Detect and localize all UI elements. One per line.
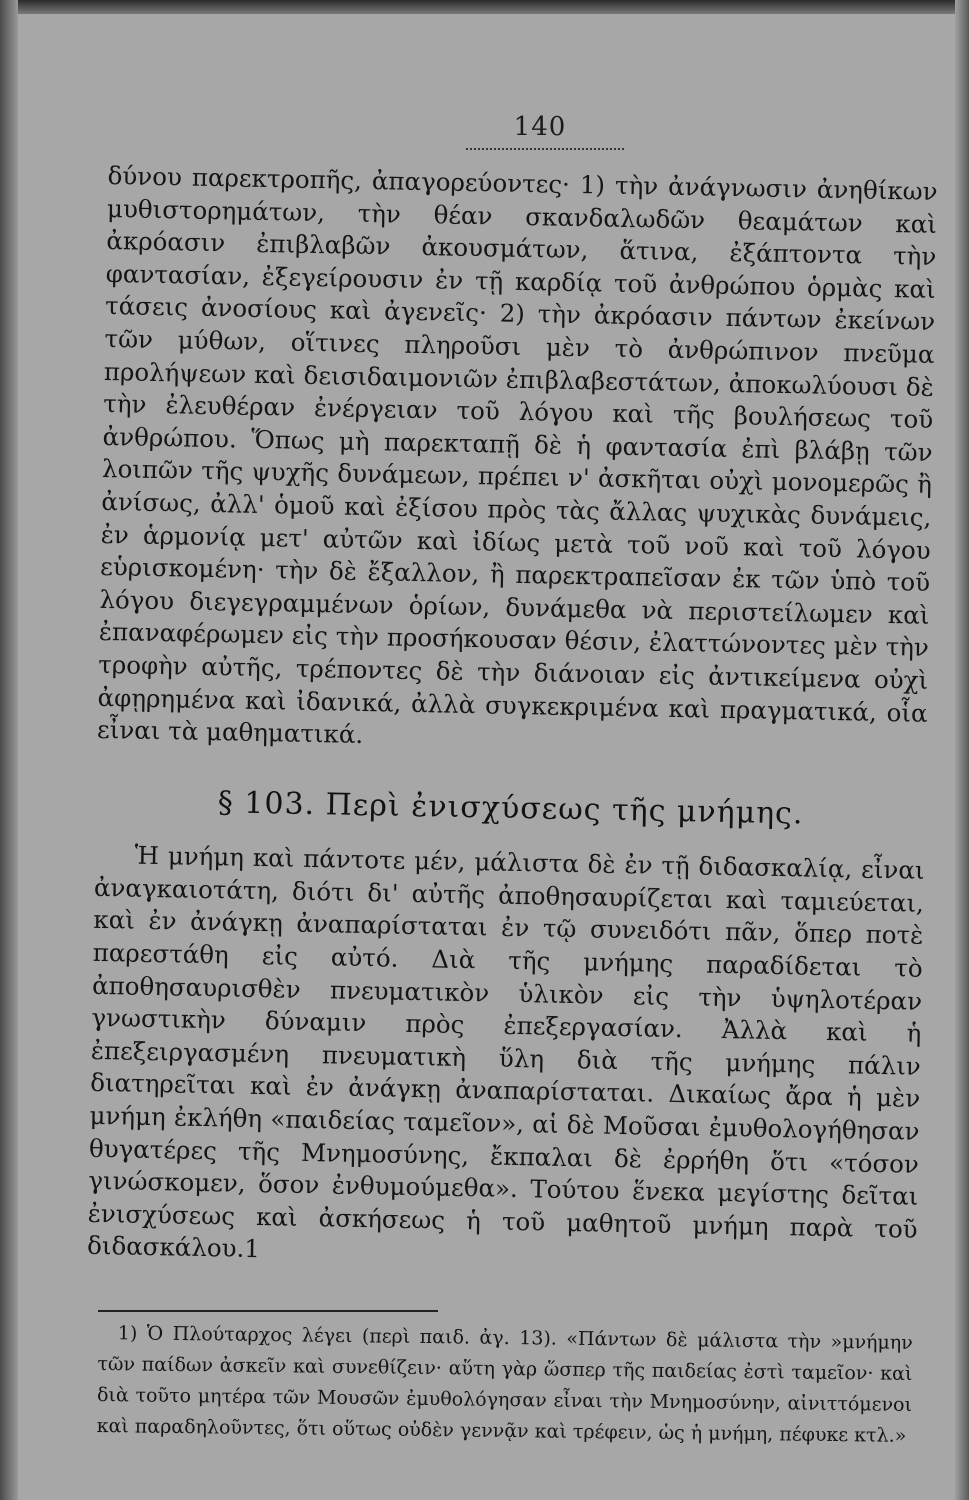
main-text [87, 160, 938, 1279]
page-number: 140 [513, 112, 567, 142]
footnote-rule [98, 1310, 438, 1312]
footnote-text: 1) Ὁ Πλούταρχος λέγει (περὶ παιδ. ἀγ. 13). «Πάντων δὲ μάλιστα τὴν »μνήμην τῶν παίδων ἀσκεῖν καὶ συνεθίζειν· αὕτη γὰρ ὥσπερ τῆς παιδείας ἐστὶ ταμεῖον· καὶ διὰ τοῦτο μητέρα τῶν Μουσῶν ἐμυθολόγησαν εἶναι τὴν Μνημοσύνην, αἰνιττόμενοι καὶ παραδηλοῦντες, ὅτι οὕτως οὐδὲν γεννᾷν καὶ τρέφειν, ὡς ἡ μνήμη, πέφυκε κτλ.» [96, 1322, 913, 1447]
section-heading: § 103. Περὶ ἐνισχύσεως τῆς μνήμης. [217, 784, 804, 832]
page-right-edge [955, 0, 969, 1500]
paragraph-memory: Ἡ μνήμη καὶ πάντοτε μέν, μάλιστα δὲ ἐν τῇ διδασκαλίᾳ, εἶναι ἀναγκαιοτάτη, διότι δι' αὐτῆς ἀποθησαυρίζεται καὶ ταμιεύεται, καὶ ἐν ἀνάγκῃ ἀναπαρίσταται ἐν τῷ συνειδότι πᾶν, ὅπερ ποτὲ παρεστάθη εἰς αὐτό. Διὰ τῆς μνήμης παραδίδεται τὸ ἀποθησαυρισθὲν πνευματικὸν ὑλικὸν εἰς τὴν ὑψηλοτέραν γνωστικὴν δύναμιν πρὸς ἐπεξεργασίαν. Ἀλλὰ καὶ ἡ ἐπεξειργασμένη πνευματικὴ ὕλη διὰ τῆς μνήμης πάλιν διατηρεῖται καὶ ἐν ἀνάγκῃ ἀναπαρίσταται. Δικαίως ἄρα ἡ μὲν μνήμη ἐκλήθη «παιδείας ταμεῖον», αἱ δὲ Μοῦσαι ἐμυθολογήθησαν θυγατέρες τῆς Μνημοσύνης, ἔκπαλαι δὲ ἐρρήθη ὅτι «τόσον γινώσκομεν, ὅσον ἐνθυμούμεθα». Τούτου ἕνεκα μεγίστης δεῖται ἐνισχύσεως καὶ ἀσκήσεως ἡ τοῦ μαθητοῦ μνήμη παρὰ τοῦ διδασκάλου.1 [86, 840, 925, 1264]
footnote [96, 1318, 912, 1452]
paragraph-continued: δύνου παρεκτροπῆς, ἀπαγορεύοντες· 1) τὴν ἀνάγνωσιν ἀνηθίκων μυθιστορημάτων, τὴν θέαν σκανδαλωδῶν θεαμάτων καὶ ἀκρόασιν ἐπιβλαβῶν ἀκουσμάτων, ἅτινα, ἐξάπτοντα τὴν φαντασίαν, ἐξεγείρουσιν ἐν τῇ καρδίᾳ τοῦ ἀνθρώπου ὁρμὰς καὶ τάσεις ἀνοσίους καὶ ἀγενεῖς· 2) τὴν ἀκρόασιν πάντων ἐκείνων τῶν μύθων, οἵτινες πληροῦσι μὲν τὸ ἀνθρώπινον πνεῦμα προλήψεων καὶ δεισιδαιμονιῶν ἐπιβλαβεστάτων, ἀποκωλύουσι δὲ τὴν ἐλευθέραν ἐνέργειαν τοῦ λόγου καὶ τῆς βουλήσεως τοῦ ἀνθρώπου. Ὅπως μὴ παρεκταπῇ δὲ ἡ φαντασία ἐπὶ βλάβῃ τῶν λοιπῶν τῆς ψυχῆς δυνάμεων, πρέπει ν' ἀσκῆται οὐχὶ μονομερῶς ἢ ἀνίσως, ἀλλ' ὁμοῦ καὶ ἐξίσου πρὸς τὰς ἄλλας ψυχικὰς δυνάμεις, ἐν ἁρμονίᾳ μετ' αὐτῶν καὶ ἰδίως μετὰ τοῦ νοῦ καὶ τοῦ λόγου εὑρισκομένη· τὴν δὲ ἔξαλλον, ἢ παρεκτραπεῖσαν ἐκ τῶν ὑπὸ τοῦ λόγου διεγεγραμμένων ὁρίων, δυνάμεθα νὰ περιστείλωμεν καὶ ἐπαναφέρωμεν εἰς τὴν προσήκουσαν θέσιν, ἐλαττώνοντες μὲν τὴν τροφὴν αὐτῆς, τρέποντες δὲ τὴν διάνοιαν εἰς ἀντικείμενα οὐχὶ ἀφῃρημένα καὶ ἰδανικά, ἀλλὰ συγκεκριμένα καὶ πραγματικά, οἷα εἶναι τὰ μαθηματικά. [96, 160, 938, 750]
page-binding-edge [0, 0, 18, 1500]
page-top-edge [0, 0, 969, 14]
page-number-rule [466, 148, 624, 150]
